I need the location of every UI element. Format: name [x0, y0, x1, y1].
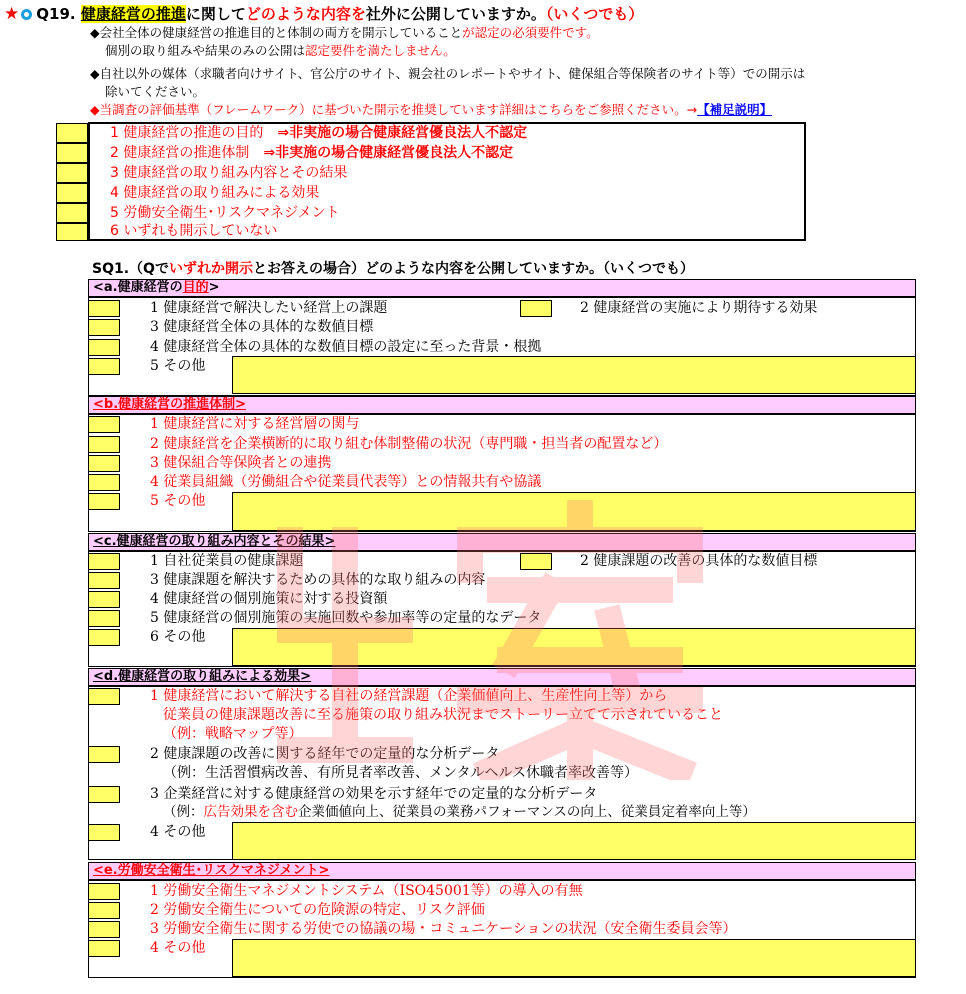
a-option-1: 1 健康経営で解決したい経営上の課題 [150, 300, 388, 316]
d-option-1-line-2: 従業員の健康課題改善に至る施策の取り組み状況までストーリー立てて示されていること [163, 707, 723, 723]
d-checkbox-1[interactable] [88, 688, 120, 705]
q19-checkbox-3[interactable] [56, 163, 88, 183]
c-option-3: 3 健康課題を解決するための具体的な取り組みの内容 [150, 572, 486, 588]
q19-option-3: 3 健康経営の取り組み内容とその結果 [110, 165, 348, 181]
a-option-3: 3 健康経営全体の具体的な数値目標 [150, 319, 374, 335]
note-2-text: 個別の取り組みや結果のみの公開は [105, 43, 306, 58]
e-option-4: 4 その他 [150, 940, 206, 956]
q19-checkbox-2[interactable] [56, 143, 88, 163]
sq1-emphasis: いずれか開示 [168, 261, 253, 277]
b-checkbox-5[interactable] [88, 493, 120, 510]
q19-option-1-requirement: ⇒非実施の場合健康経営優良法人不認定 [277, 125, 528, 141]
q19-option-1 [110, 124, 527, 142]
note-2-emphasis: 認定要件を満たしません。 [305, 43, 456, 58]
section-a-header-emphasis: 目的 [182, 280, 209, 295]
section-a-header [88, 279, 916, 297]
sq1-text-2: とお答えの場合）どのような内容を公開していますか。（いくつでも） [252, 261, 694, 277]
d-checkbox-4[interactable] [88, 824, 120, 841]
c-other-input[interactable] [232, 628, 916, 666]
supplement-link[interactable]: 【補足説明】 [697, 102, 773, 117]
q19-option-1-label: 1 健康経営の推進の目的 [110, 125, 264, 141]
circle-icon [21, 9, 32, 20]
c-checkbox-3[interactable] [88, 572, 120, 589]
note-5-text: ◆当調査の評価基準（フレームワーク）に基づいた開示を推奨しています詳細はこちらをご参照ください。→ [90, 102, 698, 117]
q19-option-6: 6 いずれも開示していない [110, 223, 278, 239]
c-option-5: 5 健康経営の個別施策の実施回数や参加率等の定量的なデータ [150, 610, 542, 626]
q19-option-2 [110, 144, 513, 162]
b-checkbox-2[interactable] [88, 436, 120, 453]
section-b-header: <b.健康経営の推進体制> [88, 396, 916, 414]
a-checkbox-2[interactable] [520, 300, 552, 317]
c-checkbox-5[interactable] [88, 610, 120, 627]
e-checkbox-4[interactable] [88, 940, 120, 957]
question-multiple: （いくつでも） [545, 5, 644, 23]
c-checkbox-2[interactable] [520, 553, 552, 570]
q19-checkbox-1[interactable] [56, 123, 88, 143]
q19-checkbox-4[interactable] [56, 183, 88, 203]
d-checkbox-3[interactable] [88, 786, 120, 803]
question-emphasis: どのような内容を [245, 5, 366, 23]
q19-option-4: 4 健康経営の取り組みによる効果 [110, 185, 320, 201]
note-2 [105, 43, 456, 59]
note-5 [90, 102, 772, 118]
a-option-5: 5 その他 [150, 358, 206, 374]
a-checkbox-1[interactable] [88, 300, 120, 317]
sq1-text-1: SQ1.（Qで [92, 261, 169, 277]
d-option-3-line-1: 3 企業経営に対する健康経営の効果を示す経年での定量的な分析データ [150, 786, 598, 802]
a-checkbox-5[interactable] [88, 358, 120, 375]
a-checkbox-3[interactable] [88, 319, 120, 336]
c-checkbox-6[interactable] [88, 629, 120, 646]
section-a-header-end: > [208, 280, 220, 295]
b-option-4: 4 従業員組織（労働組合や従業員代表等）との情報共有や協議 [150, 474, 542, 490]
sq1-title [92, 260, 694, 278]
note-1-emphasis: が認定の必須要件です。 [462, 25, 599, 40]
b-option-2: 2 健康経営を企業横断的に取り組む体制整備の状況（専門職・担当者の配置など） [150, 436, 668, 452]
d-option-3-line-2 [163, 803, 756, 821]
c-checkbox-1[interactable] [88, 553, 120, 570]
d-option-1-line-1: 1 健康経営において解決する自社の経営課題（企業価値向上、生産性向上等）から [150, 688, 668, 704]
c-option-6: 6 その他 [150, 629, 206, 645]
section-d-header: <d.健康経営の取り組みによる効果> [88, 668, 916, 686]
c-option-4: 4 健康経営の個別施策に対する投資額 [150, 591, 388, 607]
d-option-3-example-open: （例： [163, 804, 204, 820]
b-option-3: 3 健保組合等保険者との連携 [150, 455, 332, 471]
d-checkbox-2[interactable] [88, 746, 120, 763]
d-option-3-example-rest: 企業価値向上、従業員の業務パフォーマンスの向上、従業員定着率向上等） [298, 804, 756, 820]
question-number: Q19. [36, 5, 76, 23]
e-option-2: 2 労働安全衛生についての危険源の特定、リスク評価 [150, 902, 485, 918]
star-icon: ★ [4, 4, 20, 24]
note-1 [90, 25, 599, 41]
note-4: 除いてください。 [105, 84, 206, 99]
q19-option-2-label: 2 健康経営の推進体制 [110, 145, 250, 161]
e-checkbox-3[interactable] [88, 921, 120, 938]
b-checkbox-4[interactable] [88, 474, 120, 491]
note-1-text: ◆会社全体の健康経営の推進目的と体制の両方を開示していること [90, 25, 463, 40]
d-option-4: 4 その他 [150, 824, 206, 840]
question-text-2: 社外に公開していますか。 [365, 5, 546, 23]
b-other-input[interactable] [232, 492, 916, 531]
d-option-2-line-2: （例：生活習慣病改善、有所見者率改善、メンタルヘルス休職者率改善等） [163, 765, 639, 781]
note-3: ◆自社以外の媒体（求職者向けサイト、官公庁のサイト、親会社のレポートやサイト、健保組合等保険者のサイト等）での開示は [90, 66, 806, 81]
q19-option-5: 5 労働安全衛生･リスクマネジメント [110, 205, 340, 221]
e-checkbox-2[interactable] [88, 902, 120, 919]
c-option-2: 2 健康課題の改善の具体的な数値目標 [580, 553, 818, 569]
d-option-1-line-3: （例：戦略マップ等） [163, 726, 303, 742]
b-option-5: 5 その他 [150, 493, 206, 509]
section-a-header-text: <a.健康経営の [93, 280, 183, 295]
e-checkbox-1[interactable] [88, 883, 120, 900]
d-other-input[interactable] [232, 822, 916, 860]
c-option-1: 1 自社従業員の健康課題 [150, 553, 304, 569]
section-e-header: <e.労働安全衛生･リスクマネジメント> [88, 862, 916, 880]
e-option-3: 3 労働安全衛生に関する労使での協議の場・コミュニケーションの状況（安全衛生委員会等） [150, 921, 737, 937]
a-checkbox-4[interactable] [88, 339, 120, 356]
question-topic: 健康経営の推進 [80, 5, 186, 23]
a-option-2: 2 健康経営の実施により期待する効果 [580, 300, 818, 316]
q19-option-2-requirement: ⇒非実施の場合健康経営優良法人不認定 [263, 145, 514, 161]
d-option-3-example-emphasis: 広告効果を含む [203, 804, 298, 820]
q19-checkbox-5[interactable] [56, 203, 88, 223]
d-option-2-line-1: 2 健康課題の改善に関する経年での定量的な分析データ [150, 746, 500, 762]
e-option-1: 1 労働安全衛生マネジメントシステム（ISO45001等）の導入の有無 [150, 883, 583, 899]
q19-checkbox-6[interactable] [56, 223, 88, 241]
b-checkbox-3[interactable] [88, 455, 120, 472]
question-title [4, 4, 643, 24]
c-checkbox-4[interactable] [88, 591, 120, 608]
a-other-input[interactable] [232, 356, 916, 394]
a-option-4: 4 健康経営全体の具体的な数値目標の設定に至った背景・根拠 [150, 339, 542, 355]
question-text-1: に関して [185, 5, 246, 23]
b-checkbox-1[interactable] [88, 416, 120, 433]
section-c-header: <c.健康経営の取り組み内容とその結果> [88, 533, 916, 551]
e-other-input[interactable] [232, 939, 916, 977]
b-option-1: 1 健康経営に対する経営層の関与 [150, 416, 360, 432]
